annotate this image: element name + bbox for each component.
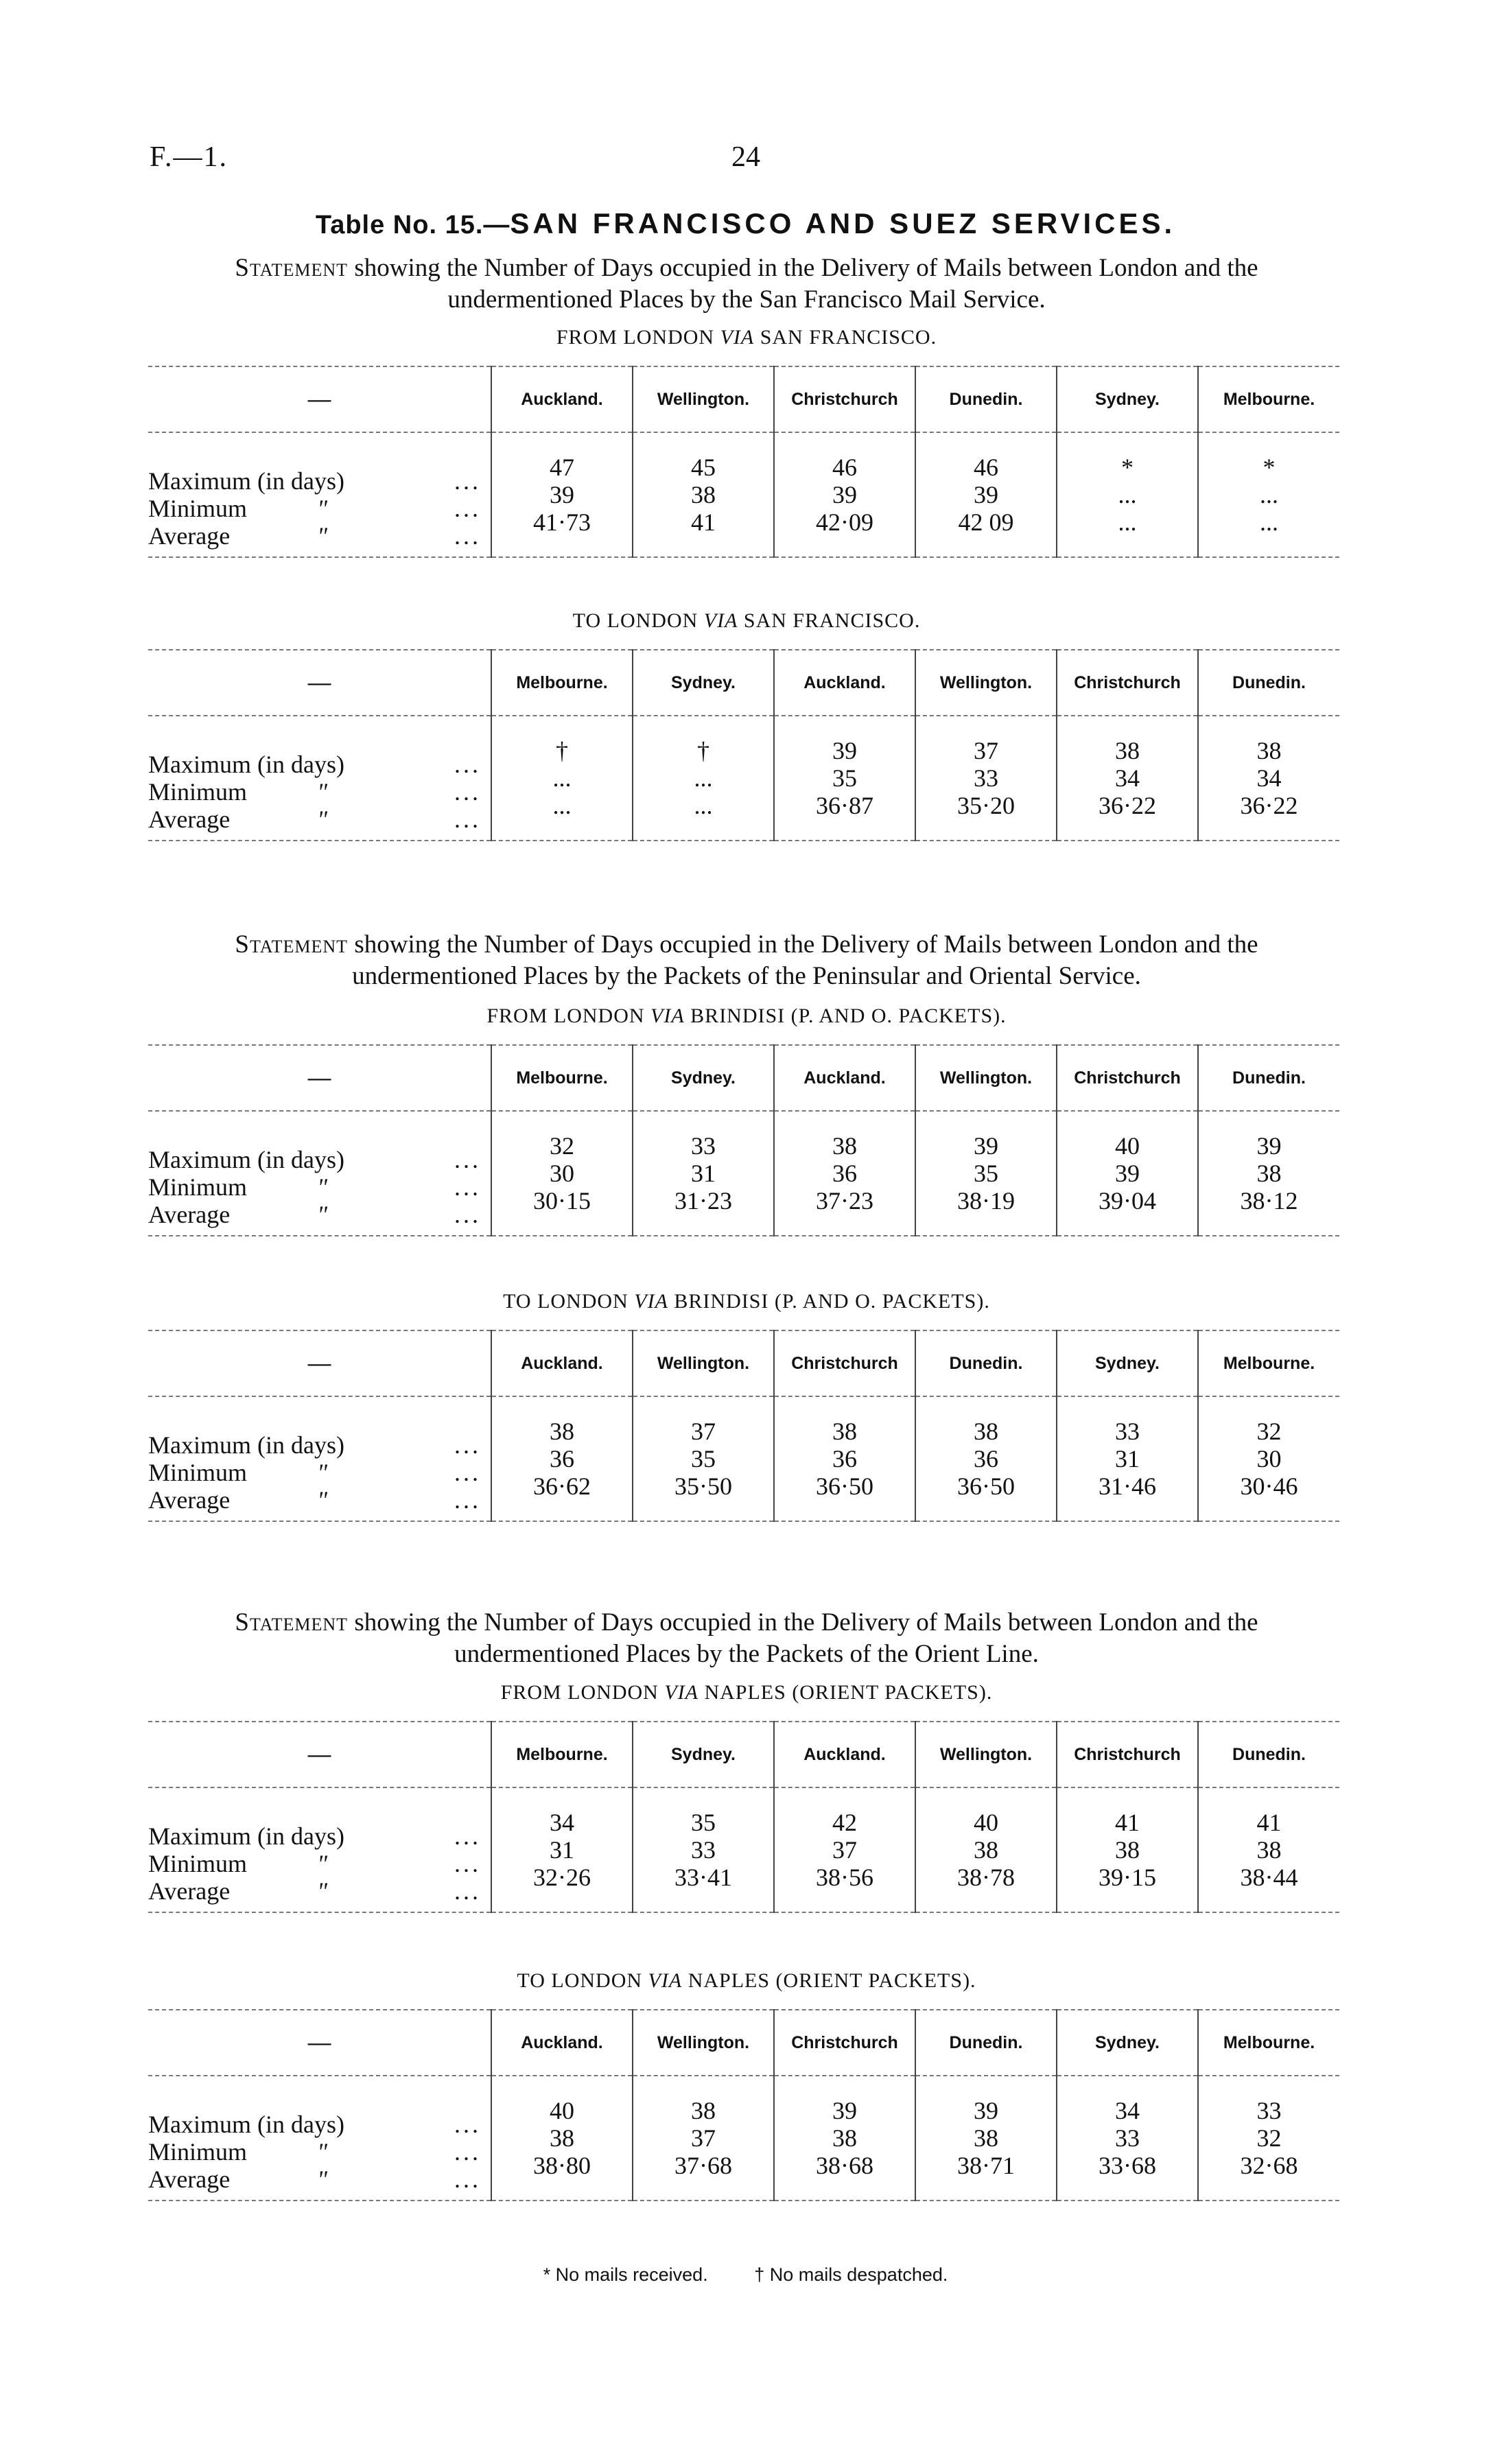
row-label: Average " ... <box>148 1472 491 1521</box>
table-row-minimum <box>148 1160 1339 1187</box>
table-cell: 42 09 <box>915 508 1057 557</box>
table-cell: 38·80 <box>491 2152 633 2201</box>
statement-san-francisco <box>150 253 1343 316</box>
table-cell: 42·09 <box>774 508 915 557</box>
caption-via: VIA <box>720 326 755 349</box>
table-cell: 33 <box>633 1111 774 1160</box>
statement-lead: Statement <box>235 930 349 959</box>
table-cell: 31·23 <box>633 1187 774 1236</box>
table-cell: 36·50 <box>774 1472 915 1521</box>
table-cell: 32·68 <box>1198 2152 1339 2201</box>
table-cell: 45 <box>633 432 774 481</box>
table-cell: 33 <box>1057 1396 1198 1445</box>
table-row-average <box>148 508 1339 557</box>
table-cell: * <box>1057 432 1198 481</box>
column-header: Sydney. <box>1057 366 1198 432</box>
table-cell: 36·87 <box>774 792 915 841</box>
row-label: Average " ... <box>148 1187 491 1236</box>
caption-via: VIA <box>634 1290 668 1313</box>
table-cell: 39 <box>774 716 915 764</box>
table-cell: 38 <box>1198 1836 1339 1864</box>
column-header: Christchurch <box>1057 1722 1198 1787</box>
table-cell: 36·62 <box>491 1472 633 1521</box>
title-main: SAN FRANCISCO AND SUEZ SERVICES. <box>510 207 1176 239</box>
column-header: Sydney. <box>633 1045 774 1111</box>
column-header: Melbourne. <box>491 1722 633 1787</box>
table-row-average <box>148 2152 1339 2201</box>
column-header: Wellington. <box>915 650 1057 716</box>
header-dash: — <box>148 650 491 716</box>
statement-p-and-o <box>150 929 1343 992</box>
table-cell: 41 <box>1057 1787 1198 1836</box>
column-header: Auckland. <box>491 366 633 432</box>
table-cell: 38·12 <box>1198 1187 1339 1236</box>
table-cell: 34 <box>1057 2076 1198 2124</box>
table-cell: 30 <box>491 1160 633 1187</box>
caption-pre: TO LONDON <box>517 1969 643 1992</box>
column-header: Wellington. <box>915 1722 1057 1787</box>
table-caption-to-london-sf <box>150 609 1343 633</box>
table-row-average <box>148 1187 1339 1236</box>
column-header: Dunedin. <box>1198 1722 1339 1787</box>
table-cell: 39 <box>1057 1160 1198 1187</box>
table-cell: 34 <box>1057 764 1198 792</box>
column-header: Wellington. <box>633 2010 774 2076</box>
table-cell: 40 <box>1057 1111 1198 1160</box>
column-header: Sydney. <box>1057 2010 1198 2076</box>
table-cell: 38 <box>633 481 774 508</box>
column-header: Christchurch <box>1057 650 1198 716</box>
table-from-london-naples <box>148 1721 1339 1913</box>
column-header: Dunedin. <box>1198 1045 1339 1111</box>
table-row-minimum <box>148 1445 1339 1472</box>
footnotes <box>0 2264 1491 2286</box>
table-cell: ... <box>1057 508 1198 557</box>
caption-post: NAPLES (ORIENT PACKETS). <box>704 1681 993 1704</box>
table-cell: 32 <box>1198 2124 1339 2152</box>
table-caption-from-london-sf <box>150 326 1343 349</box>
caption-via: VIA <box>650 1005 685 1027</box>
statement-text: showing the Number of Days occupied in the Delivery of Mails between London and the undermentioned Places by the Packets of the Orient Line. <box>354 1608 1258 1668</box>
header-dash: — <box>148 366 491 432</box>
table-cell: 38 <box>915 2124 1057 2152</box>
table-cell: 31 <box>491 1836 633 1864</box>
table-cell: 35 <box>633 1445 774 1472</box>
row-label: Average " ... <box>148 792 491 841</box>
table-cell: 37 <box>633 2124 774 2152</box>
caption-post: BRINDISI (P. AND O. PACKETS). <box>690 1005 1007 1027</box>
column-header: Dunedin. <box>915 1330 1057 1396</box>
table-header-row <box>148 1722 1339 1787</box>
table-row-minimum <box>148 1836 1339 1864</box>
caption-pre: TO LONDON <box>572 609 698 632</box>
column-header: Auckland. <box>774 650 915 716</box>
table-from-london-san-francisco <box>148 366 1339 558</box>
table-cell: 31 <box>1057 1445 1198 1472</box>
table-cell: 35·50 <box>633 1472 774 1521</box>
table-cell: 38 <box>915 1396 1057 1445</box>
column-header: Wellington. <box>915 1045 1057 1111</box>
table-cell: 39 <box>774 481 915 508</box>
statement-text: showing the Number of Days occupied in the Delivery of Mails between London and the undermentioned Places by the Packets of the Peninsular and Oriental Service. <box>352 930 1258 990</box>
table-cell: 32 <box>491 1111 633 1160</box>
row-label: Average " ... <box>148 1864 491 1912</box>
table-cell: 39 <box>491 481 633 508</box>
caption-pre: TO LONDON <box>503 1290 629 1313</box>
table-cell: 39 <box>1198 1111 1339 1160</box>
header-dash: — <box>148 1045 491 1111</box>
page-number: 24 <box>731 141 760 173</box>
table-caption-to-london-brindisi <box>150 1290 1343 1313</box>
table-cell: 38·56 <box>774 1864 915 1912</box>
table-cell: 31·46 <box>1057 1472 1198 1521</box>
table-cell: 33 <box>1198 2076 1339 2124</box>
table-row-maximum <box>148 1396 1339 1445</box>
table-cell: 46 <box>915 432 1057 481</box>
column-header: Auckland. <box>774 1722 915 1787</box>
column-header: Auckland. <box>491 2010 633 2076</box>
column-header: Dunedin. <box>915 366 1057 432</box>
page-title <box>0 207 1491 240</box>
table-cell: 36 <box>491 1445 633 1472</box>
column-header: Dunedin. <box>1198 650 1339 716</box>
table-cell: 38 <box>491 1396 633 1445</box>
table-cell: 35 <box>915 1160 1057 1187</box>
statement-lead: Statement <box>235 254 349 282</box>
table-cell: 38 <box>1057 1836 1198 1864</box>
row-label: Minimum " ... <box>148 778 481 806</box>
caption-post: NAPLES (ORIENT PACKETS). <box>688 1969 976 1992</box>
column-header: Sydney. <box>633 650 774 716</box>
table-cell: 38 <box>491 2124 633 2152</box>
caption-via: VIA <box>664 1681 698 1704</box>
table-cell: 42 <box>774 1787 915 1836</box>
column-header: Melbourne. <box>1198 2010 1339 2076</box>
footnote-no-mails-received: * No mails received. <box>543 2264 708 2285</box>
column-header: Christchurch <box>774 1330 915 1396</box>
page-header <box>0 141 1491 182</box>
table-cell: 36·50 <box>915 1472 1057 1521</box>
table-to-london-san-francisco <box>148 649 1339 841</box>
table-cell: 38 <box>633 2076 774 2124</box>
table-cell: * <box>1198 432 1339 481</box>
table-row-average <box>148 1864 1339 1912</box>
caption-via: VIA <box>703 609 738 632</box>
table-cell: ... <box>1198 481 1339 508</box>
statement-lead: Statement <box>235 1608 349 1636</box>
table-to-london-naples <box>148 2009 1339 2201</box>
caption-via: VIA <box>648 1969 683 1992</box>
table-cell: 40 <box>915 1787 1057 1836</box>
table-row-maximum <box>148 2076 1339 2124</box>
table-header-row <box>148 650 1339 716</box>
table-to-london-brindisi <box>148 1330 1339 1522</box>
statement-text: showing the Number of Days occupied in the Delivery of Mails between London and the undermentioned Places by the San Francisco Mail Service. <box>354 254 1258 314</box>
table-cell: 30 <box>1198 1445 1339 1472</box>
table-cell: ... <box>491 764 633 792</box>
table-cell: 36 <box>774 1445 915 1472</box>
table-cell: 33·41 <box>633 1864 774 1912</box>
table-cell: 38·44 <box>1198 1864 1339 1912</box>
title-prefix: Table No. 15.— <box>315 211 510 239</box>
table-cell: 37·23 <box>774 1187 915 1236</box>
table-cell: 34 <box>1198 764 1339 792</box>
row-label: Maximum (in days) ... <box>148 1431 481 1459</box>
row-label: Average " ... <box>148 508 491 557</box>
table-cell: 39 <box>915 1111 1057 1160</box>
table-cell: 39·04 <box>1057 1187 1198 1236</box>
table-header-row <box>148 366 1339 432</box>
table-cell: 36 <box>915 1445 1057 1472</box>
table-cell: 31 <box>633 1160 774 1187</box>
table-row-average <box>148 1472 1339 1521</box>
table-cell: 39 <box>915 2076 1057 2124</box>
row-label: Maximum (in days) ... <box>148 467 481 495</box>
column-header: Melbourne. <box>491 650 633 716</box>
column-header: Melbourne. <box>1198 366 1339 432</box>
column-header: Auckland. <box>774 1045 915 1111</box>
row-label: Maximum (in days) ... <box>148 1146 481 1173</box>
table-row-maximum <box>148 432 1339 481</box>
table-cell: 38 <box>774 2124 915 2152</box>
column-header: Melbourne. <box>491 1045 633 1111</box>
row-label: Minimum " ... <box>148 1173 481 1201</box>
column-header: Wellington. <box>633 1330 774 1396</box>
table-caption-from-london-brindisi <box>150 1005 1343 1028</box>
row-label: Average " ... <box>148 2152 491 2201</box>
table-cell: 39 <box>774 2076 915 2124</box>
table-header-row <box>148 2010 1339 2076</box>
table-cell: † <box>633 716 774 764</box>
table-cell: 30·15 <box>491 1187 633 1236</box>
table-from-london-brindisi <box>148 1044 1339 1236</box>
table-cell: 38·71 <box>915 2152 1057 2201</box>
column-header: Sydney. <box>1057 1330 1198 1396</box>
table-cell: 33·68 <box>1057 2152 1198 2201</box>
caption-pre: FROM LONDON <box>556 326 715 349</box>
statement-orient-line <box>150 1607 1343 1670</box>
table-cell: 35 <box>633 1787 774 1836</box>
table-cell: 38 <box>774 1111 915 1160</box>
footnote-no-mails-despatched: † No mails despatched. <box>754 2264 948 2285</box>
caption-pre: FROM LONDON <box>486 1005 645 1027</box>
table-cell: 33 <box>1057 2124 1198 2152</box>
row-label: Minimum " ... <box>148 1459 481 1486</box>
header-dash: — <box>148 1330 491 1396</box>
table-cell: 38·19 <box>915 1187 1057 1236</box>
row-label: Maximum (in days) ... <box>148 2111 481 2138</box>
table-cell: 33 <box>633 1836 774 1864</box>
table-cell: 38 <box>1198 716 1339 764</box>
row-label: Minimum " ... <box>148 495 481 522</box>
header-dash: — <box>148 2010 491 2076</box>
table-cell: ... <box>1057 481 1198 508</box>
column-header: Wellington. <box>633 366 774 432</box>
table-cell: ... <box>633 764 774 792</box>
row-label: Maximum (in days) ... <box>148 751 481 778</box>
table-cell: ... <box>491 792 633 841</box>
row-label: Minimum " ... <box>148 2138 481 2166</box>
table-cell: 37·68 <box>633 2152 774 2201</box>
table-cell: 47 <box>491 432 633 481</box>
table-cell: 34 <box>491 1787 633 1836</box>
table-caption-from-london-naples <box>150 1681 1343 1704</box>
table-caption-to-london-naples <box>150 1969 1343 1993</box>
table-cell: 39·15 <box>1057 1864 1198 1912</box>
table-cell: 40 <box>491 2076 633 2124</box>
table-cell: 32 <box>1198 1396 1339 1445</box>
table-cell: † <box>491 716 633 764</box>
column-header: Auckland. <box>491 1330 633 1396</box>
table-cell: 38·68 <box>774 2152 915 2201</box>
table-cell: 37 <box>774 1836 915 1864</box>
table-cell: 35·20 <box>915 792 1057 841</box>
table-cell: 38 <box>1198 1160 1339 1187</box>
table-cell: 41·73 <box>491 508 633 557</box>
table-header-row <box>148 1330 1339 1396</box>
table-cell: 36 <box>774 1160 915 1187</box>
table-cell: 38·78 <box>915 1864 1057 1912</box>
caption-post: BRINDISI (P. AND O. PACKETS). <box>674 1290 990 1313</box>
column-header: Christchurch <box>774 2010 915 2076</box>
caption-pre: FROM LONDON <box>500 1681 659 1704</box>
table-cell: 32·26 <box>491 1864 633 1912</box>
column-header: Melbourne. <box>1198 1330 1339 1396</box>
table-row-minimum <box>148 764 1339 792</box>
column-header: Christchurch <box>774 366 915 432</box>
table-cell: 41 <box>1198 1787 1339 1836</box>
table-row-maximum <box>148 1787 1339 1836</box>
header-dash: — <box>148 1722 491 1787</box>
table-header-row <box>148 1045 1339 1111</box>
column-header: Dunedin. <box>915 2010 1057 2076</box>
table-cell: 37 <box>915 716 1057 764</box>
caption-post: SAN FRANCISCO. <box>760 326 937 349</box>
table-row-minimum <box>148 481 1339 508</box>
table-row-average <box>148 792 1339 841</box>
table-cell: ... <box>633 792 774 841</box>
page-reference: F.—1. <box>150 141 228 173</box>
table-cell: 38 <box>774 1396 915 1445</box>
table-row-maximum <box>148 716 1339 764</box>
table-cell: 38 <box>915 1836 1057 1864</box>
table-row-minimum <box>148 2124 1339 2152</box>
table-row-maximum <box>148 1111 1339 1160</box>
row-label: Maximum (in days) ... <box>148 1822 481 1850</box>
table-cell: 39 <box>915 481 1057 508</box>
column-header: Sydney. <box>633 1722 774 1787</box>
table-cell: ... <box>1198 508 1339 557</box>
table-cell: 36·22 <box>1057 792 1198 841</box>
column-header: Christchurch <box>1057 1045 1198 1111</box>
caption-post: SAN FRANCISCO. <box>743 609 921 632</box>
table-cell: 30·46 <box>1198 1472 1339 1521</box>
table-cell: 35 <box>774 764 915 792</box>
table-cell: 46 <box>774 432 915 481</box>
table-cell: 38 <box>1057 716 1198 764</box>
table-cell: 33 <box>915 764 1057 792</box>
table-cell: 41 <box>633 508 774 557</box>
table-cell: 37 <box>633 1396 774 1445</box>
row-label: Minimum " ... <box>148 1850 481 1877</box>
table-cell: 36·22 <box>1198 792 1339 841</box>
